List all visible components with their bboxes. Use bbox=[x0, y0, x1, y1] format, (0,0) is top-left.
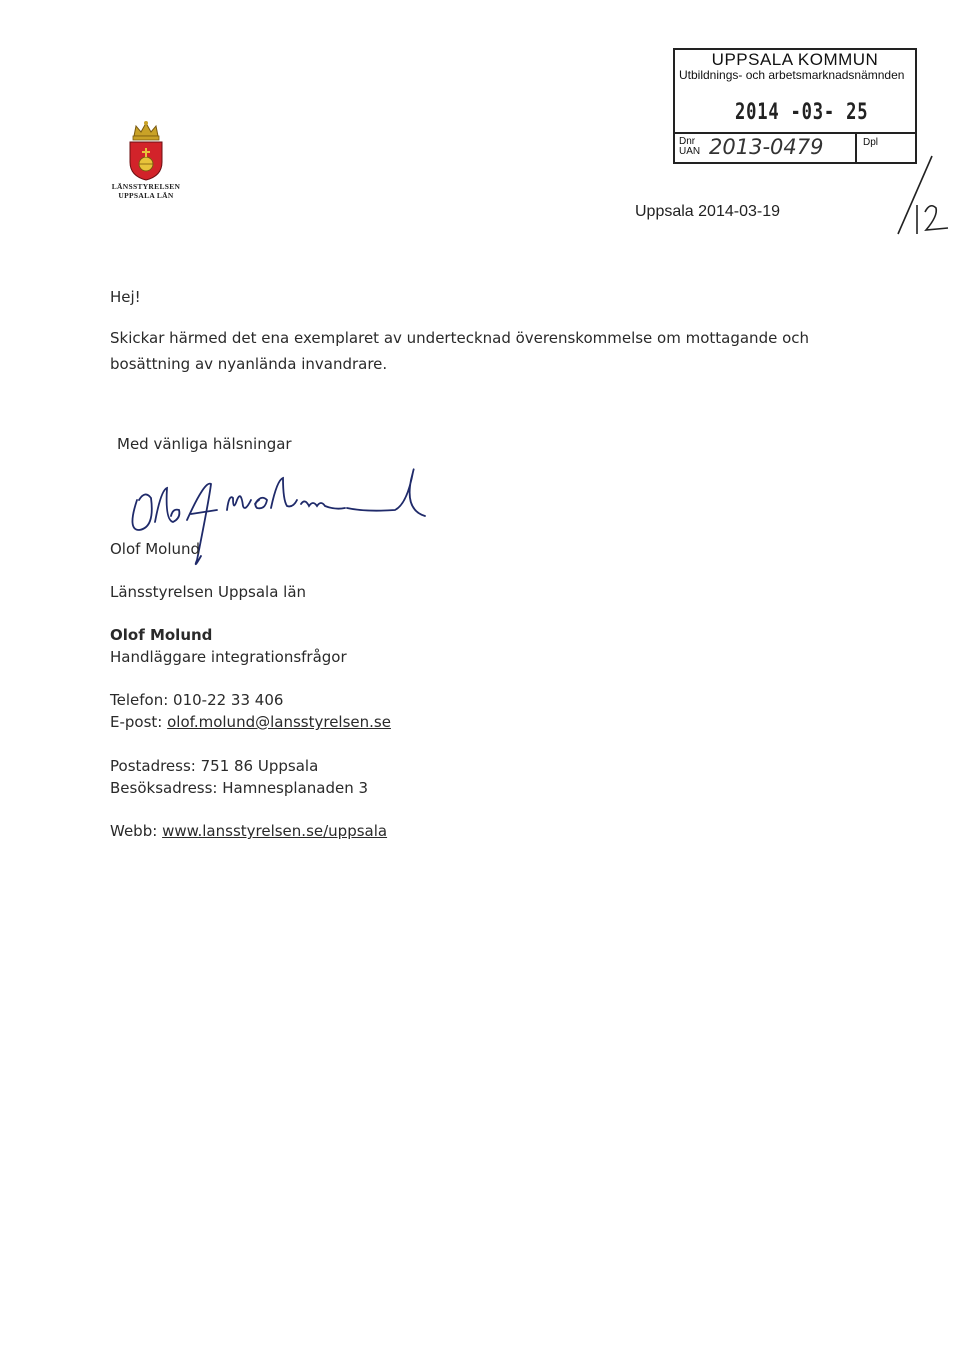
logo-line-2: UPPSALA LÄN bbox=[118, 191, 174, 200]
contact-name: Olof Molund bbox=[110, 626, 213, 644]
web-row bbox=[110, 822, 387, 840]
contact-title: Handläggare integrationsfrågor bbox=[110, 648, 347, 666]
dpl-label: Dpl bbox=[863, 137, 879, 148]
registration-stamp bbox=[673, 48, 917, 164]
letter-date: Uppsala 2014-03-19 bbox=[635, 203, 780, 220]
email-label: E-post: bbox=[110, 713, 163, 731]
stamp-dnr-row bbox=[675, 132, 915, 162]
email-link[interactable]: olof.molund@lansstyrelsen.se bbox=[167, 713, 391, 731]
greeting: Hej! bbox=[110, 288, 141, 306]
organization: Länsstyrelsen Uppsala län bbox=[110, 583, 307, 601]
letter-paragraph: Skickar härmed det ena exemplaret av undertecknad överenskommelse om mottagande och bosättning av nyanlända invandrare. bbox=[110, 329, 810, 373]
dnr-handwritten-value: 2013-0479 bbox=[709, 135, 824, 159]
web-label: Webb: bbox=[110, 822, 158, 840]
logo-line-1: LÄNSSTYRELSEN bbox=[111, 182, 181, 191]
stamp-date: 2014 -03- 25 bbox=[735, 100, 869, 125]
postal-address: Postadress: 751 86 Uppsala bbox=[110, 757, 319, 775]
stamp-subtitle: Utbildnings- och arbetsmarknadsnämnden bbox=[679, 68, 905, 82]
closing: Med vänliga hälsningar bbox=[117, 435, 292, 453]
email-row bbox=[110, 713, 391, 731]
stamp-title: UPPSALA KOMMUN bbox=[711, 50, 879, 69]
dnr-label-line-2: UAN bbox=[679, 146, 701, 157]
web-link[interactable]: www.lansstyrelsen.se/uppsala bbox=[162, 822, 388, 840]
county-board-logo bbox=[108, 118, 184, 200]
coat-of-arms-icon bbox=[124, 118, 168, 182]
handwritten-page-mark bbox=[892, 150, 952, 240]
signature-name: Olof Molund bbox=[110, 540, 201, 558]
dnr-label bbox=[679, 137, 700, 157]
visit-address: Besöksadress: Hamnesplanaden 3 bbox=[110, 779, 369, 797]
dnr-label-line-1: Dnr bbox=[679, 136, 696, 147]
phone: Telefon: 010-22 33 406 bbox=[110, 691, 284, 709]
